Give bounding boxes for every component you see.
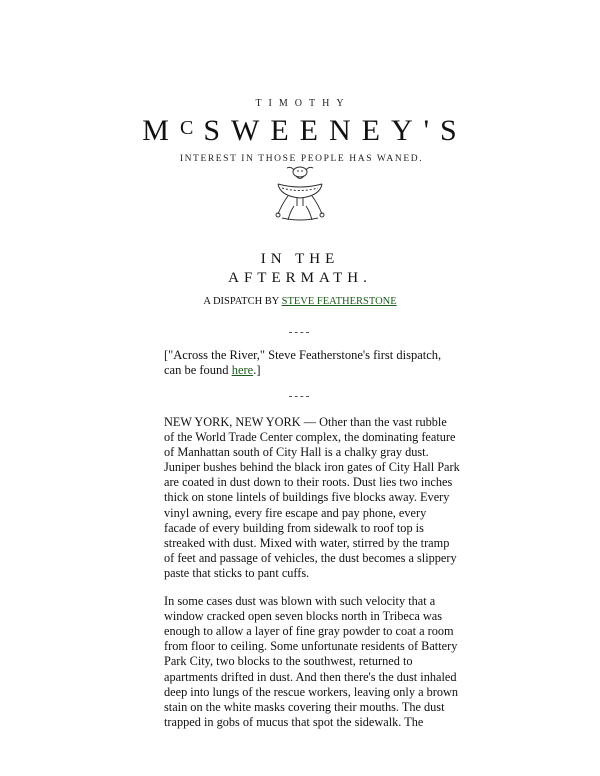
author-link[interactable]: STEVE FEATHERSTONE xyxy=(281,296,397,307)
brand-m: M xyxy=(142,114,180,147)
urn-emblem-icon xyxy=(268,162,332,224)
masthead xyxy=(0,98,600,165)
article-title xyxy=(0,250,600,288)
paragraph: NEW YORK, NEW YORK — Other than the vast rubble of the World Trade Center complex, the dominating feature of Manhattan south of City Hall is a chalky gray dust. Juniper bushes behind the black iron gates of City Hall Park are coated in dust down to their roots. Dust lies two inches thick on stone lintels of buildings five blocks away. Every vinyl awning, every fire escape and pay phone, every facade of every building from sidewalk to roof top is streaked with dust. Mixed with water, stirred by the tramp of feet and passage of vehicles, the dust becomes a slippery paste that sticks to pant cuffs. xyxy=(164,415,460,580)
masthead-brand[interactable] xyxy=(0,112,600,147)
byline-prefix: A DISPATCH BY xyxy=(203,296,282,307)
brand-small-c: C xyxy=(179,117,204,139)
note-here-link[interactable]: here xyxy=(231,363,254,377)
paragraph: In some cases dust was blown with such velocity that a window cracked open seven blocks north in Tribeca was enough to allow a layer of fine gray powder to coat a room from floor to ceiling. Some unfortunate residents of Battery Park City, two blocks to the southwest, returned to apartments drifted in dust. And then there's the dust inhaled deep into lungs of the rescue workers, leaving only a brown stain on the white masks covering their mouths. The dust trapped in gobs of mucus that spot the sidewalk. The xyxy=(164,594,459,729)
dispatch-note xyxy=(164,348,454,378)
separator: ---- xyxy=(288,326,312,338)
note-text: ["Across the River," Steve Featherstone's first dispatch, can be found xyxy=(164,348,442,377)
article-body xyxy=(164,415,460,743)
note-text-end: .] xyxy=(253,363,261,377)
masthead-kicker: TIMOTHY xyxy=(255,98,351,109)
title-line-1: IN THE xyxy=(260,251,340,267)
separator: ---- xyxy=(288,390,312,402)
masthead-tagline: INTEREST IN THOSE PEOPLE HAS WANED. xyxy=(179,154,424,164)
title-line-2: AFTERMATH. xyxy=(228,270,372,286)
byline xyxy=(0,296,600,307)
brand-rest: SWEENEY'S xyxy=(203,114,468,147)
